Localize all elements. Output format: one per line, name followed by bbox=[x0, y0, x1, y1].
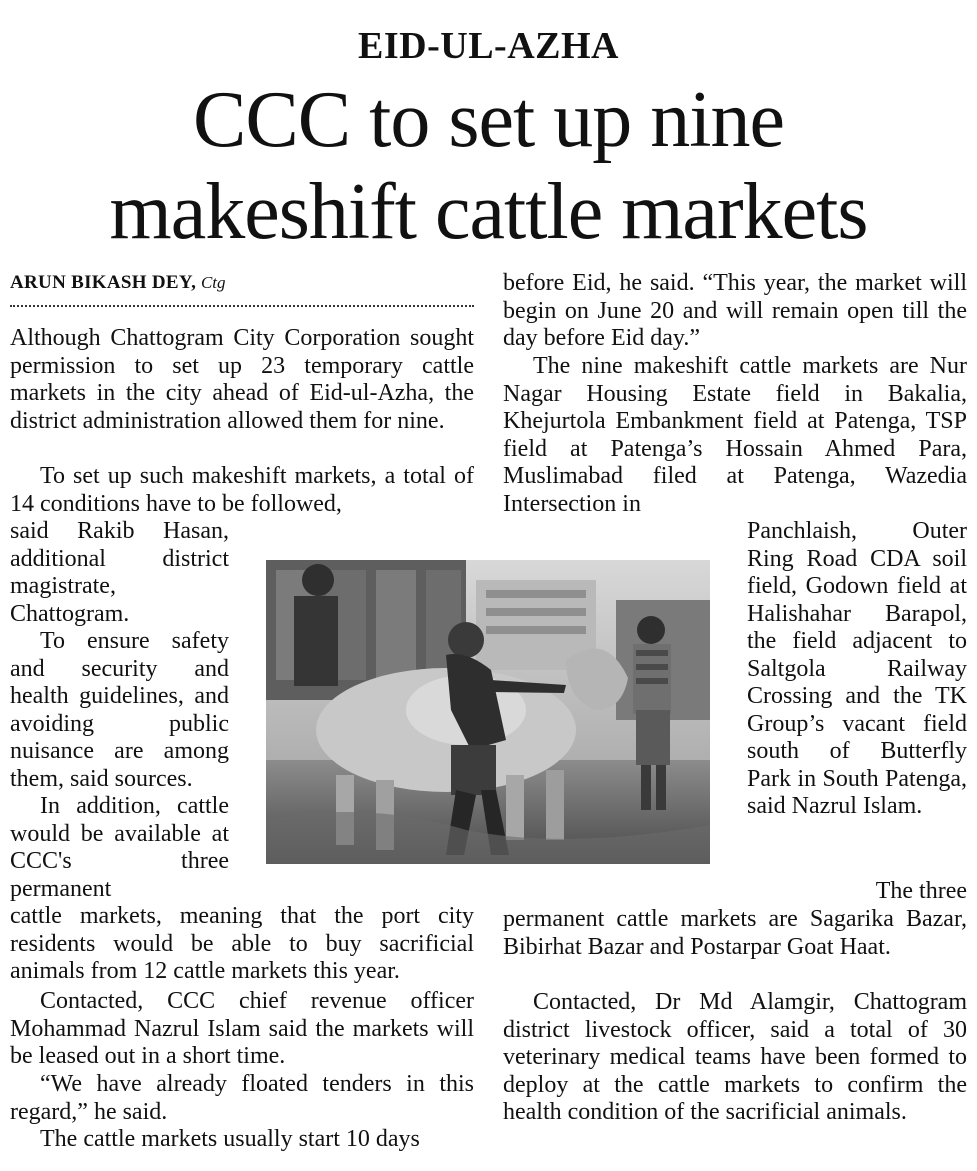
paragraph-4-narrow: In addition, cattle would be available at CCC's three permanent bbox=[10, 793, 229, 902]
kicker: EID-UL-AZHA bbox=[358, 25, 619, 67]
paragraph-r3-full: permanent cattle markets are Sagarika Bazar, Bibirhat Bazar and Postarpar Goat Haat. bbox=[503, 906, 967, 960]
paragraph-r2-full: The nine makeshift cattle markets are Nur Nagar Housing Estate field in Bakalia, Khejurtola Embankment field at Patenga, TSP field at Patenga’s Hossain Ahmed Para, Muslimabad filed at Patenga, Wazedia Intersection in bbox=[503, 353, 967, 517]
paragraph-3: To ensure safety and security and health guidelines, and avoiding public nuisance are among them, said sources. bbox=[10, 628, 229, 792]
paragraph-4-full: cattle markets, meaning that the port city residents would be able to buy sacrificial animals from 12 cattle markets this year. bbox=[10, 903, 474, 984]
paragraph-r4: Contacted, Dr Md Alamgir, Chattogram district livestock officer, said a total of 30 veterinary medical teams have been formed to deploy at the cattle markets to confirm the health condition of the sacrificial animals. bbox=[503, 989, 967, 1125]
paragraph-6: “We have already floated tenders in this regard,” he said. bbox=[10, 1071, 474, 1125]
paragraph-r2-narrow: Panchlaish, Outer Ring Road CDA soil field, Godown field at Halishahar Barapol, the field adjacent to Saltgola Railway Crossing and the TK Group’s vacant field south of Butterfly Park in South Patenga, said Nazrul Islam. bbox=[747, 518, 967, 819]
byline-divider bbox=[10, 305, 474, 307]
paragraph-5: Contacted, CCC chief revenue officer Mohammad Nazrul Islam said the markets will be leased out in a short time. bbox=[10, 988, 474, 1069]
byline bbox=[10, 272, 474, 294]
headline-line-2: makeshift cattle markets bbox=[109, 168, 868, 256]
photo-illustration bbox=[266, 560, 710, 864]
headline bbox=[0, 74, 977, 258]
byline-author: ARUN BIKASH DEY, bbox=[10, 272, 197, 293]
paragraph-r1: before Eid, he said. “This year, the market will begin on June 20 and will remain open till the day before Eid day.” bbox=[503, 270, 967, 351]
headline-line-1: CCC to set up nine bbox=[193, 76, 784, 164]
byline-location: Ctg bbox=[200, 273, 226, 292]
paragraph-1: Although Chattogram City Corporation sought permission to set up 23 temporary cattle markets in the city ahead of Eid-ul-Azha, the district administration allowed them for nine. bbox=[10, 325, 474, 434]
paragraph-2-full: To set up such makeshift markets, a total of 14 conditions have to be followed, bbox=[10, 463, 474, 517]
paragraph-7: The cattle markets usually start 10 days bbox=[40, 1126, 420, 1152]
paragraph-r3-narrow: The three bbox=[875, 878, 967, 904]
cattle-market-photo bbox=[266, 560, 710, 864]
paragraph-2-narrow: said Rakib Hasan, additional district magistrate, Chattogram. bbox=[10, 518, 229, 627]
